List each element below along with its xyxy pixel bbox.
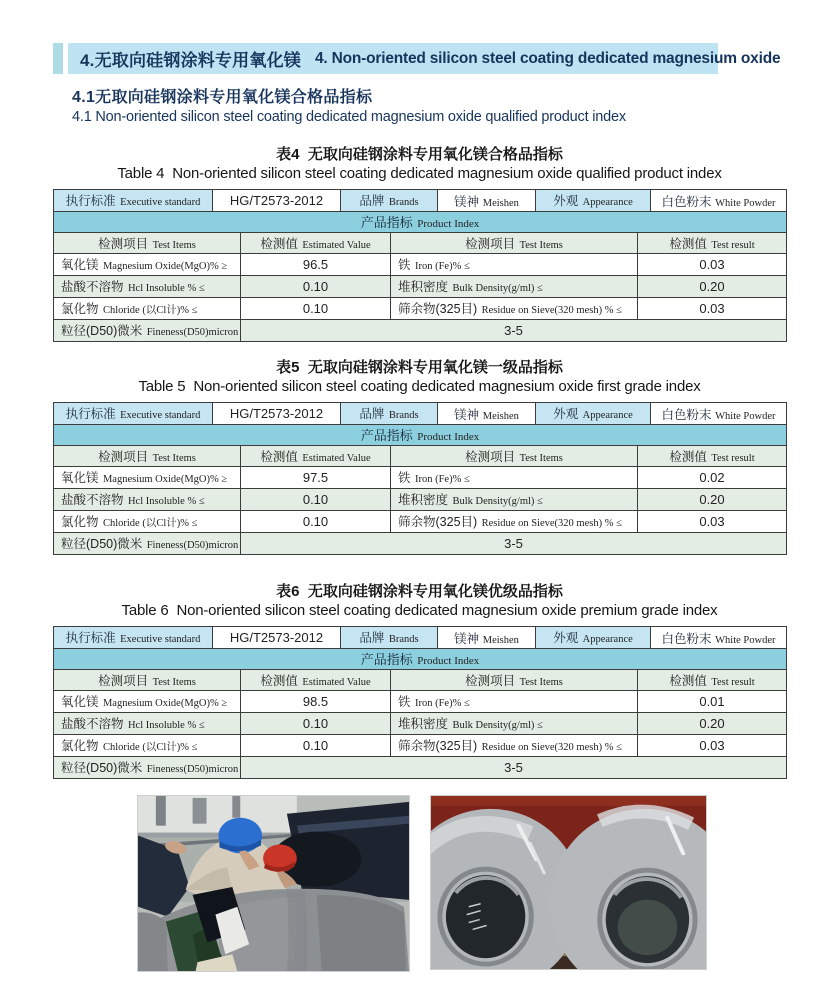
col-header-test-items-right: 检测项目 Test Items	[391, 670, 638, 691]
executive-standard-label: 执行标准 Executive standard	[54, 190, 213, 212]
appearance-value: 白色粉末 White Powder	[651, 627, 787, 649]
value-cell: 0.10	[241, 276, 391, 298]
value-cell: 98.5	[241, 691, 391, 713]
value-cell: 0.01	[638, 691, 787, 713]
value-cell: 0.10	[241, 713, 391, 735]
section41-title-zh: 4.1无取向硅钢涂料专用氧化镁合格品指标	[72, 89, 373, 106]
value-cell: 0.20	[638, 276, 787, 298]
product-index-row	[54, 212, 787, 233]
item-cell: 盐酸不溶物 Hcl Insoluble % ≤	[54, 276, 241, 298]
value-cell: 0.03	[638, 735, 787, 757]
brand-value: 镁神 Meishen	[438, 627, 536, 649]
item-cell: 堆积密度 Bulk Density(g/ml) ≤	[391, 489, 638, 511]
col-header-estimated-value: 检测值 Estimated Value	[241, 670, 391, 691]
product-index-row	[54, 425, 787, 446]
banner-title-en: 4. Non-oriented silicon steel coating dedicated magnesium oxide	[314, 49, 781, 67]
fineness-row	[54, 320, 787, 342]
executive-standard-value: HG/T2573-2012	[213, 190, 341, 212]
item-cell: 铁 Iron (Fe)% ≤	[391, 467, 638, 489]
fineness-label: 粒径(D50)微米 Fineness(D50)micron	[54, 757, 241, 779]
meta-row	[54, 190, 787, 212]
item-cell: 盐酸不溶物 Hcl Insoluble % ≤	[54, 713, 241, 735]
product-index-cell: 产品指标 Product Index	[54, 212, 787, 233]
appearance-value: 白色粉末 White Powder	[651, 190, 787, 212]
item-cell: 氧化镁 Magnesium Oxide(MgO)% ≥	[54, 691, 241, 713]
product-index-row	[54, 649, 787, 670]
appearance-label: 外观 Appearance	[536, 627, 651, 649]
col-header-test-items-right: 检测项目 Test Items	[391, 446, 638, 467]
col-header-test-items-left: 检测项目 Test Items	[54, 670, 241, 691]
photo-steel-coils	[430, 795, 707, 970]
table4-title-en: Table 4 Non-oriented silicon steel coating dedicated magnesium oxide qualified product index	[117, 165, 722, 182]
appearance-value: 白色粉末 White Powder	[651, 403, 787, 425]
executive-standard-value: HG/T2573-2012	[213, 403, 341, 425]
banner-strip	[68, 43, 781, 74]
table5-title-en: Table 5 Non-oriented silicon steel coating dedicated magnesium oxide first grade index	[138, 378, 701, 395]
table5-meta	[53, 402, 787, 446]
brand-value: 镁神 Meishen	[438, 190, 536, 212]
col-header-test-result: 检测值 Test result	[638, 233, 787, 254]
section4-banner	[53, 43, 781, 74]
fineness-label: 粒径(D50)微米 Fineness(D50)micron	[54, 320, 241, 342]
value-cell: 0.10	[241, 735, 391, 757]
col-header-test-items-right: 检测项目 Test Items	[391, 233, 638, 254]
fineness-value: 3-5	[241, 533, 787, 555]
col-header-estimated-value: 检测值 Estimated Value	[241, 233, 391, 254]
executive-standard-label: 执行标准 Executive standard	[54, 403, 213, 425]
value-cell: 97.5	[241, 467, 391, 489]
table6-block	[53, 580, 786, 779]
brands-label: 品牌 Brands	[341, 403, 438, 425]
item-cell: 氧化镁 Magnesium Oxide(MgO)% ≥	[54, 254, 241, 276]
workers-photo-illustration	[138, 796, 409, 971]
appearance-label: 外观 Appearance	[536, 403, 651, 425]
table-row	[54, 735, 787, 757]
col-header-estimated-value: 检测值 Estimated Value	[241, 446, 391, 467]
item-cell: 铁 Iron (Fe)% ≤	[391, 254, 638, 276]
brands-label: 品牌 Brands	[341, 627, 438, 649]
value-cell: 96.5	[241, 254, 391, 276]
value-cell: 0.20	[638, 713, 787, 735]
table4-block	[53, 143, 786, 342]
item-cell: 氯化物 Chloride (以Cl计)% ≤	[54, 511, 241, 533]
item-cell: 铁 Iron (Fe)% ≤	[391, 691, 638, 713]
meta-row	[54, 403, 787, 425]
item-cell: 筛余物(325目) Residue on Sieve(320 mesh) % ≤	[391, 511, 638, 533]
value-cell: 0.20	[638, 489, 787, 511]
table-row	[54, 254, 787, 276]
value-cell: 0.10	[241, 298, 391, 320]
banner-title-zh: 4.无取向硅钢涂料专用氧化镁	[80, 51, 301, 70]
table6-body	[53, 669, 787, 779]
table4-meta	[53, 189, 787, 233]
fineness-value: 3-5	[241, 320, 787, 342]
table5-title-zh: 表5 无取向硅钢涂料专用氧化镁一级品指标	[276, 359, 563, 376]
item-cell: 堆积密度 Bulk Density(g/ml) ≤	[391, 276, 638, 298]
fineness-row	[54, 757, 787, 779]
steel-coils-photo-illustration	[431, 796, 706, 969]
executive-standard-label: 执行标准 Executive standard	[54, 627, 213, 649]
photo-workers-inspecting-coils	[137, 795, 410, 972]
section41-heading	[72, 84, 626, 125]
col-header-test-items-left: 检测项目 Test Items	[54, 446, 241, 467]
table-row	[54, 276, 787, 298]
value-cell: 0.10	[241, 511, 391, 533]
table-row	[54, 691, 787, 713]
fineness-value: 3-5	[241, 757, 787, 779]
fineness-label: 粒径(D50)微米 Fineness(D50)micron	[54, 533, 241, 555]
value-cell: 0.02	[638, 467, 787, 489]
value-cell: 0.10	[241, 489, 391, 511]
banner-accent-bar	[53, 43, 63, 74]
col-header-test-result: 检测值 Test result	[638, 446, 787, 467]
item-cell: 筛余物(325目) Residue on Sieve(320 mesh) % ≤	[391, 298, 638, 320]
column-header-row	[54, 233, 787, 254]
col-header-test-result: 检测值 Test result	[638, 670, 787, 691]
appearance-label: 外观 Appearance	[536, 190, 651, 212]
table5-block	[53, 356, 786, 555]
section41-title-en: 4.1 Non-oriented silicon steel coating dedicated magnesium oxide qualified product index	[72, 109, 626, 125]
table-row	[54, 511, 787, 533]
item-cell: 筛余物(325目) Residue on Sieve(320 mesh) % ≤	[391, 735, 638, 757]
value-cell: 0.03	[638, 254, 787, 276]
table6-meta	[53, 626, 787, 670]
value-cell: 0.03	[638, 298, 787, 320]
column-header-row	[54, 670, 787, 691]
brand-value: 镁神 Meishen	[438, 403, 536, 425]
item-cell: 盐酸不溶物 Hcl Insoluble % ≤	[54, 489, 241, 511]
table4-body	[53, 232, 787, 342]
value-cell: 0.03	[638, 511, 787, 533]
table-row	[54, 713, 787, 735]
executive-standard-value: HG/T2573-2012	[213, 627, 341, 649]
table-row	[54, 467, 787, 489]
table-row	[54, 298, 787, 320]
brands-label: 品牌 Brands	[341, 190, 438, 212]
product-index-cell: 产品指标 Product Index	[54, 425, 787, 446]
item-cell: 氯化物 Chloride (以Cl计)% ≤	[54, 298, 241, 320]
meta-row	[54, 627, 787, 649]
product-index-cell: 产品指标 Product Index	[54, 649, 787, 670]
item-cell: 氯化物 Chloride (以Cl计)% ≤	[54, 735, 241, 757]
table5-body	[53, 445, 787, 555]
table4-title-zh: 表4 无取向硅钢涂料专用氧化镁合格品指标	[276, 146, 563, 163]
table6-title-zh: 表6 无取向硅钢涂料专用氧化镁优级品指标	[276, 583, 563, 600]
item-cell: 氧化镁 Magnesium Oxide(MgO)% ≥	[54, 467, 241, 489]
item-cell: 堆积密度 Bulk Density(g/ml) ≤	[391, 713, 638, 735]
col-header-test-items-left: 检测项目 Test Items	[54, 233, 241, 254]
column-header-row	[54, 446, 787, 467]
table-row	[54, 489, 787, 511]
fineness-row	[54, 533, 787, 555]
table6-title-en: Table 6 Non-oriented silicon steel coating dedicated magnesium oxide premium grade index	[121, 602, 718, 619]
